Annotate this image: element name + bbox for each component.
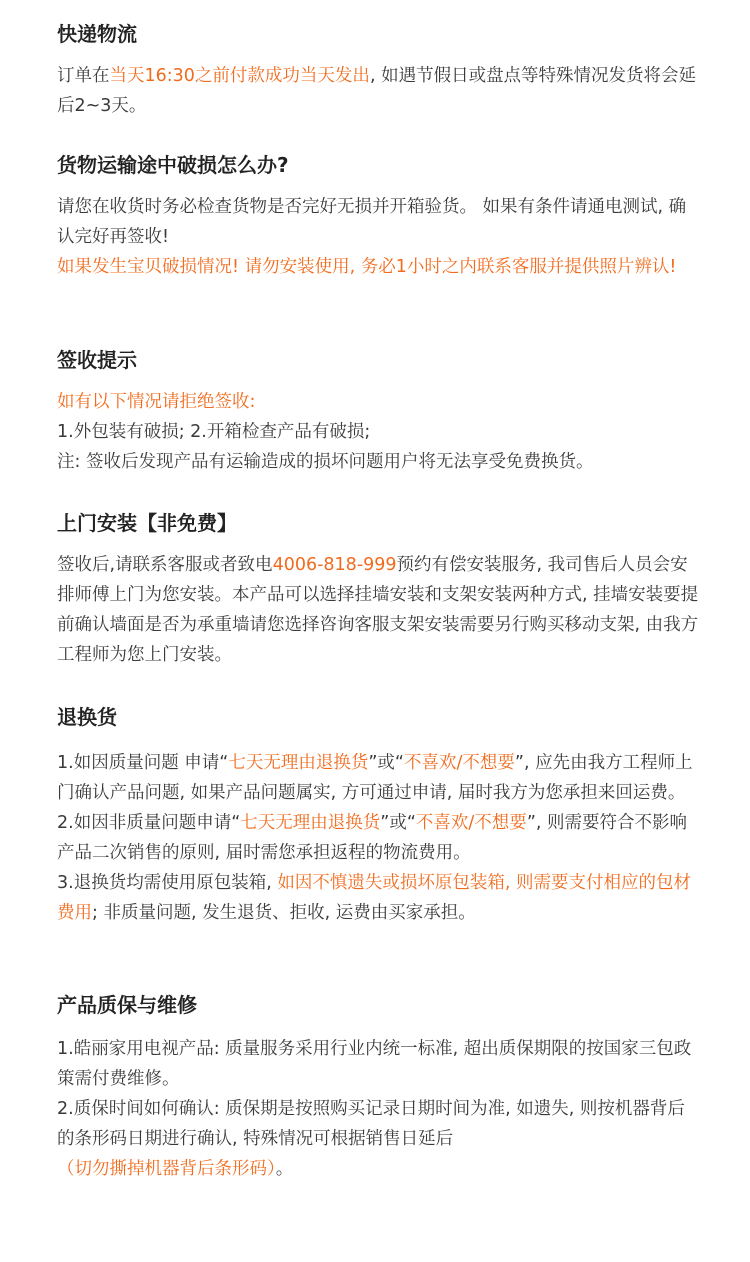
damage-warning: 如果发生宝贝破损情况! 请勿安装使用, 务必1小时之内联系客服并提供照片辨认!: [57, 257, 677, 277]
returns-item-2-b: 七天无理由退换货: [240, 813, 381, 833]
returns-item-3-b: 如因不慎遗失或损坏原包装箱, 则需要支付相应的包材费用: [57, 873, 691, 923]
signing-warning: 如有以下情况请拒绝签收:: [57, 392, 256, 412]
returns-item-3: [57, 868, 702, 928]
returns-title: 退换货: [57, 705, 117, 729]
install-text-c: 预约有偿安装服务, 我司售后人员会安排师傅上门为您安装。本产品可以选择挂墙安装和支架安装两种方式, 挂墙安装要提前确认墙面是否为承重墙请您选择咨询客服支架安装需要另行购买移动支架, 由我方工程师为您上门安装。: [57, 555, 699, 665]
warranty-item-2: 2.质保时间如何确认: 质保期是按照购买记录日期时间为准, 如遗失, 则按机器背后的条形码日期进行确认, 特殊情况可根据销售日延后: [57, 1099, 685, 1149]
signing-conditions: 1.外包装有破损; 2.开箱检查产品有破损;: [57, 422, 371, 442]
damage-title: 货物运输途中破损怎么办?: [57, 153, 289, 177]
returns-item-2-c: ”或“: [380, 813, 416, 833]
returns-item-2-d: 不喜欢/不想要: [415, 813, 527, 833]
returns-item-1-d: 不喜欢/不想要: [403, 753, 515, 773]
install-section: [57, 508, 702, 670]
warranty-title: 产品质保与维修: [57, 993, 197, 1017]
warranty-barcode-note: （切勿撕掉机器背后条形码）: [57, 1159, 276, 1179]
signing-title: 签收提示: [57, 348, 137, 372]
shipping-text: [57, 61, 702, 121]
shipping-text-c: , 如遇节假日或盘点等特殊情况发货将会延后2~3天。: [57, 66, 697, 116]
shipping-highlight: 当天16:30之前付款成功当天发出: [109, 66, 370, 86]
damage-section: [57, 150, 702, 282]
warranty-section: [57, 990, 702, 1184]
install-text-a: 签收后,请联系客服或者致电: [57, 555, 273, 575]
returns-item-1-e: ”, 应先由我方工程师上门确认产品问题, 如果产品问题属实, 方可通过申请, 届时我方为您承担来回运费。: [57, 753, 693, 803]
returns-item-3-c: ; 非质量问题, 发生退货、拒收, 运费由买家承担。: [92, 903, 476, 923]
returns-item-2: [57, 808, 702, 868]
returns-item-2-e: ”, 则需要符合不影响产品二次销售的原则, 届时需您承担返程的物流费用。: [57, 813, 688, 863]
shipping-section: [57, 19, 702, 121]
returns-item-2-a: 2.如因非质量问题申请“: [57, 813, 241, 833]
returns-section: [57, 702, 702, 928]
warranty-item-1: 1.皓丽家用电视产品: 质量服务采用行业内统一标准, 超出质保期限的按国家三包政策需付费维修。: [57, 1039, 692, 1089]
warranty-item-3-end: 。: [275, 1159, 294, 1179]
warranty-item-3: [57, 1154, 702, 1184]
returns-item-1-c: ”或“: [368, 753, 404, 773]
shipping-text-a: 订单在: [57, 66, 110, 86]
install-phone: 4006-818-999: [272, 555, 397, 575]
returns-item-1-b: 七天无理由退换货: [228, 753, 369, 773]
shipping-title: 快递物流: [57, 22, 137, 46]
returns-item-3-a: 3.退换货均需使用原包装箱,: [57, 873, 278, 893]
signing-note: 注: 签收后发现产品有运输造成的损坏问题用户将无法享受免费换货。: [57, 452, 594, 472]
install-text: [57, 550, 702, 670]
damage-text: 请您在收货时务必检查货物是否完好无损并开箱验货。 如果有条件请通电测试, 确认完好再签收!: [57, 197, 687, 247]
returns-item-1-a: 1.如因质量问题 申请“: [57, 753, 229, 773]
signing-section: [57, 345, 702, 477]
returns-item-1: [57, 748, 702, 808]
install-title: 上门安装【非免费】: [57, 511, 237, 535]
